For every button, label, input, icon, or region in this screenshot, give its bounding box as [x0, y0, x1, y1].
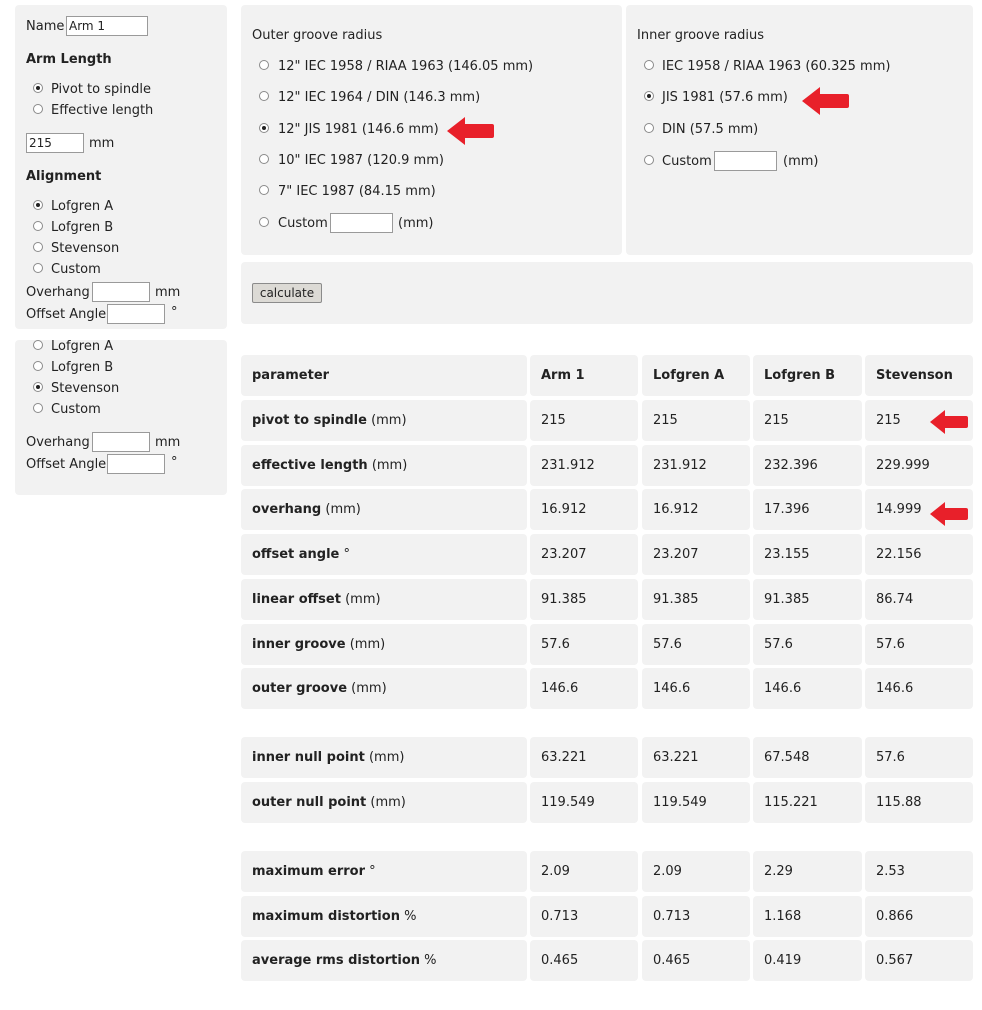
option-label: Custom [278, 216, 328, 231]
arrow-shape [930, 502, 968, 526]
option-label: Lofgren A [51, 199, 114, 214]
parameter-name: linear offset [252, 592, 341, 607]
radio-inner-riaa-1963[interactable] [644, 60, 654, 70]
alignment-heading: Alignment [26, 169, 102, 184]
option-label: Stevenson [51, 381, 120, 396]
option-label: 12" JIS 1981 (146.6 mm) [278, 122, 439, 137]
arrow-annotation-icon [929, 500, 969, 528]
parameter-unit: ° [343, 547, 351, 562]
offset-angle-input[interactable] [107, 304, 165, 324]
parameter-unit: (mm) [351, 681, 387, 696]
value-cell: 232.396 [753, 445, 862, 486]
option-label: 10" IEC 1987 (120.9 mm) [278, 153, 444, 168]
value-cell: 215 [753, 400, 862, 441]
length-unit: mm [89, 136, 115, 151]
arrow-shape [447, 117, 494, 145]
value-cell: 22.156 [865, 534, 973, 575]
parameter-cell [241, 896, 527, 937]
radio-pivot-to-spindle[interactable] [33, 83, 43, 93]
value-cell: 119.549 [530, 782, 638, 823]
option-label: IEC 1958 / RIAA 1963 (60.325 mm) [662, 59, 891, 74]
table-header-cell [753, 355, 862, 396]
overhang-unit-2: mm [155, 435, 181, 450]
parameter-name: pivot to spindle [252, 413, 367, 428]
value-cell: 215 [530, 400, 638, 441]
arrow-annotation-icon [929, 408, 969, 436]
option-label: Lofgren B [51, 220, 114, 235]
header-label: Stevenson [876, 368, 953, 383]
radio-outer-riaa-1963[interactable] [259, 60, 269, 70]
parameter-unit: % [404, 909, 417, 924]
value-cell: 17.396 [753, 489, 862, 530]
overhang-unit: mm [155, 285, 181, 300]
option-label: Lofgren A [51, 339, 114, 354]
option-label: 12" IEC 1964 / DIN (146.3 mm) [278, 90, 481, 105]
value-cell: 57.6 [530, 624, 638, 665]
inner-custom-unit: (mm) [783, 154, 819, 169]
parameter-name: average rms distortion [252, 953, 421, 968]
calculate-panel [241, 262, 973, 324]
value-cell: 91.385 [642, 579, 750, 620]
header-label: Lofgren A [653, 368, 725, 383]
radio-outer-7in-iec-1987[interactable] [259, 185, 269, 195]
option-label: Pivot to spindle [51, 82, 151, 97]
parameter-cell [241, 489, 527, 530]
value-cell: 23.155 [753, 534, 862, 575]
value-cell: 2.29 [753, 851, 862, 892]
value-cell: 16.912 [642, 489, 750, 530]
arrow-annotation-icon [445, 115, 495, 147]
value-cell: 57.6 [753, 624, 862, 665]
inner-custom-input[interactable] [714, 151, 777, 171]
value-cell: 14.999 [865, 489, 973, 530]
overhang-input-2[interactable] [92, 432, 150, 452]
radio-lofgren-b-2[interactable] [33, 361, 43, 371]
radio-inner-din[interactable] [644, 123, 654, 133]
parameter-name: outer groove [252, 681, 348, 696]
calculate-button[interactable]: calculate [252, 283, 322, 303]
option-label: Custom [51, 402, 101, 417]
radio-outer-10in-iec-1987[interactable] [259, 154, 269, 164]
radio-inner-jis-1981[interactable] [644, 91, 654, 101]
radio-outer-custom[interactable] [259, 217, 269, 227]
parameter-cell [241, 737, 527, 778]
parameter-unit: ° [369, 864, 376, 879]
value-cell: 146.6 [530, 668, 638, 709]
value-cell: 146.6 [753, 668, 862, 709]
table-header-cell [865, 355, 973, 396]
header-label: Lofgren B [764, 368, 836, 383]
value-cell: 67.548 [753, 737, 862, 778]
value-cell: 2.53 [865, 851, 973, 892]
value-cell: 115.88 [865, 782, 973, 823]
value-cell: 16.912 [530, 489, 638, 530]
parameter-unit: (mm) [368, 750, 405, 765]
value-cell: 63.221 [530, 737, 638, 778]
radio-custom-2[interactable] [33, 403, 43, 413]
outer-groove-heading: Outer groove radius [252, 28, 383, 43]
header-label: parameter [252, 368, 330, 383]
value-cell: 146.6 [642, 668, 750, 709]
table-header-cell [642, 355, 750, 396]
parameter-name: maximum error [252, 864, 366, 879]
option-label: Custom [51, 262, 101, 277]
radio-outer-iec-1964[interactable] [259, 91, 269, 101]
offset-angle-label: Offset Angle [26, 307, 107, 322]
option-label: Stevenson [51, 241, 120, 256]
outer-custom-unit: (mm) [398, 216, 434, 231]
parameter-unit: (mm) [370, 795, 406, 810]
offset-angle-label-2: Offset Angle [26, 457, 107, 472]
value-cell: 0.866 [865, 896, 973, 937]
overhang-label: Overhang [26, 285, 90, 300]
value-cell: 115.221 [753, 782, 862, 823]
arrow-annotation-icon [800, 85, 850, 117]
option-label: Lofgren B [51, 360, 114, 375]
parameter-name: outer null point [252, 795, 367, 810]
parameter-cell [241, 579, 527, 620]
value-cell: 2.09 [642, 851, 750, 892]
parameter-unit: (mm) [349, 637, 386, 652]
radio-stevenson-2[interactable] [33, 382, 43, 392]
value-cell: 215 [865, 400, 973, 441]
value-cell: 215 [642, 400, 750, 441]
value-cell: 146.6 [865, 668, 973, 709]
value-cell: 0.465 [530, 940, 638, 981]
value-cell: 0.419 [753, 940, 862, 981]
radio-lofgren-b[interactable] [33, 221, 43, 231]
overhang-input[interactable] [92, 282, 150, 302]
value-cell: 119.549 [642, 782, 750, 823]
option-label: JIS 1981 (57.6 mm) [662, 90, 788, 105]
parameter-name: maximum distortion [252, 909, 400, 924]
value-cell: 91.385 [753, 579, 862, 620]
value-cell: 57.6 [642, 624, 750, 665]
value-cell: 2.09 [530, 851, 638, 892]
parameter-cell [241, 400, 527, 441]
parameter-name: overhang [252, 502, 322, 517]
option-label: DIN (57.5 mm) [662, 122, 759, 137]
arrow-shape [930, 410, 968, 434]
value-cell: 0.465 [642, 940, 750, 981]
value-cell: 229.999 [865, 445, 973, 486]
table-header-cell [530, 355, 638, 396]
offset-angle-input-2[interactable] [107, 454, 165, 474]
outer-custom-input[interactable] [330, 213, 393, 233]
parameter-name: inner groove [252, 637, 346, 652]
value-cell: 57.6 [865, 737, 973, 778]
parameter-unit: (mm) [371, 458, 408, 473]
option-label: Custom [662, 154, 712, 169]
name-label: Name [26, 19, 65, 34]
value-cell: 23.207 [530, 534, 638, 575]
arm-length-input[interactable] [26, 133, 84, 153]
parameter-unit: % [424, 953, 437, 968]
table-header-cell [241, 355, 527, 396]
parameter-unit: (mm) [345, 592, 381, 607]
offset-angle-unit: ° [171, 305, 178, 320]
value-cell: 57.6 [865, 624, 973, 665]
parameter-name: inner null point [252, 750, 365, 765]
parameter-name: effective length [252, 458, 368, 473]
parameter-name: offset angle [252, 547, 340, 562]
value-cell: 91.385 [530, 579, 638, 620]
parameter-unit: (mm) [325, 502, 361, 517]
parameter-unit: (mm) [371, 413, 407, 428]
parameter-cell [241, 668, 527, 709]
radio-stevenson[interactable] [33, 242, 43, 252]
value-cell: 63.221 [642, 737, 750, 778]
radio-effective-length[interactable] [33, 104, 43, 114]
arrow-shape [802, 87, 849, 115]
option-label: Effective length [51, 103, 154, 118]
inner-groove-heading: Inner groove radius [637, 28, 765, 43]
value-cell: 0.713 [530, 896, 638, 937]
overhang-label-2: Overhang [26, 435, 90, 450]
radio-outer-jis-1981[interactable] [259, 123, 269, 133]
radio-lofgren-a[interactable] [33, 200, 43, 210]
parameter-cell [241, 940, 527, 981]
value-cell: 86.74 [865, 579, 973, 620]
header-label: Arm 1 [541, 368, 585, 383]
parameter-cell [241, 445, 527, 486]
arm-name-input[interactable] [66, 16, 148, 36]
offset-angle-unit-2: ° [171, 455, 178, 470]
option-label: 12" IEC 1958 / RIAA 1963 (146.05 mm) [278, 59, 534, 74]
parameter-cell [241, 534, 527, 575]
parameter-cell [241, 624, 527, 665]
value-cell: 0.713 [642, 896, 750, 937]
value-cell: 231.912 [530, 445, 638, 486]
radio-custom-alignment[interactable] [33, 263, 43, 273]
parameter-cell [241, 782, 527, 823]
arm-length-heading: Arm Length [26, 52, 112, 67]
radio-lofgren-a-2[interactable] [33, 340, 43, 350]
value-cell: 0.567 [865, 940, 973, 981]
value-cell: 1.168 [753, 896, 862, 937]
value-cell: 231.912 [642, 445, 750, 486]
parameter-cell [241, 851, 527, 892]
option-label: 7" IEC 1987 (84.15 mm) [278, 184, 436, 199]
radio-inner-custom[interactable] [644, 155, 654, 165]
value-cell: 23.207 [642, 534, 750, 575]
